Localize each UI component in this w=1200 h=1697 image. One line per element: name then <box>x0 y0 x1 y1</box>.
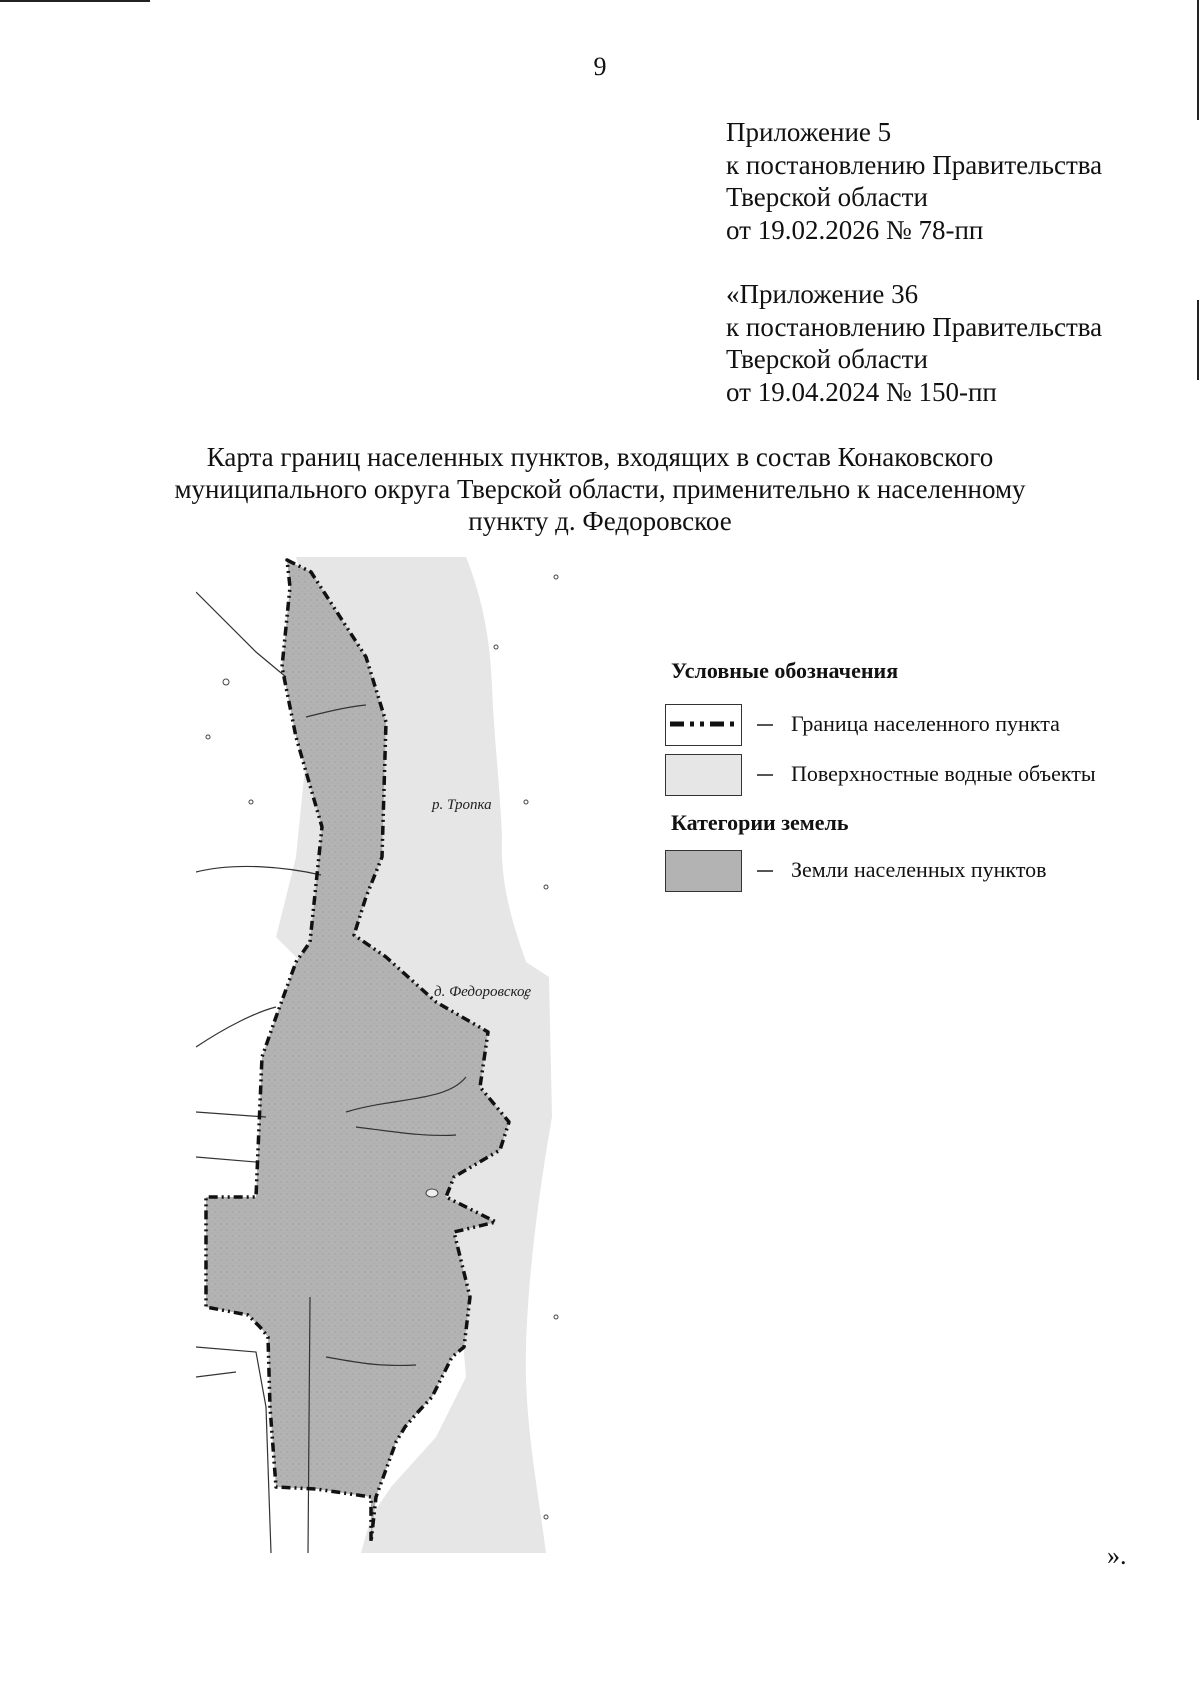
legend-item-label: Поверхностные водные объекты <box>791 761 1096 786</box>
settlement-label: д. Федоровское <box>434 984 532 1000</box>
legend-item-boundary <box>665 704 1165 750</box>
legend-connector <box>757 870 773 872</box>
legend-item-settlement-land <box>665 850 1165 896</box>
legend-land-heading: Категории земель <box>671 810 849 835</box>
appendix-original <box>726 278 1102 408</box>
scan-edge-top <box>0 0 150 2</box>
appendix-original-line: от 19.04.2024 № 150-пп <box>726 376 997 407</box>
settlement-land-swatch-icon <box>665 850 742 892</box>
title-line: муниципального округа Тверской области, применительно к населенному <box>174 474 1026 504</box>
appendix-original-line: Тверской области <box>726 344 928 374</box>
legend-heading: Условные обозначения <box>671 658 899 683</box>
title-line: Карта границ населенных пунктов, входящих в состав Конаковского <box>206 442 994 472</box>
appendix-original-line: «Приложение 36 <box>726 279 919 309</box>
closing-quote: ». <box>1107 1541 1127 1570</box>
scan-edge-right-lower <box>1197 300 1199 380</box>
appendix-current-line: к постановлению Правительства <box>726 149 1103 180</box>
legend-item-water <box>665 754 1165 800</box>
map-canvas <box>196 557 592 1553</box>
appendix-current-line: Тверской области <box>726 182 928 212</box>
river-label: р. Тропка <box>432 797 492 813</box>
legend-item-label: Граница населенного пункта <box>791 711 1060 736</box>
appendix-current <box>726 116 1102 246</box>
appendix-current-line: от 19.02.2026 № 78-пп <box>726 214 984 245</box>
page-number: 9 <box>593 52 607 81</box>
appendix-original-line: к постановлению Правительства <box>726 311 1103 342</box>
boundary-line-icon <box>665 704 742 746</box>
legend-item-label: Земли населенных пунктов <box>791 857 1047 882</box>
document-title <box>150 441 1050 537</box>
water-swatch-icon <box>665 754 742 796</box>
legend-connector <box>757 774 773 776</box>
legend-connector <box>757 724 773 726</box>
settlement-map <box>196 557 592 1553</box>
title-line: пункту д. Федоровское <box>468 506 732 536</box>
appendix-current-line: Приложение 5 <box>726 117 892 147</box>
